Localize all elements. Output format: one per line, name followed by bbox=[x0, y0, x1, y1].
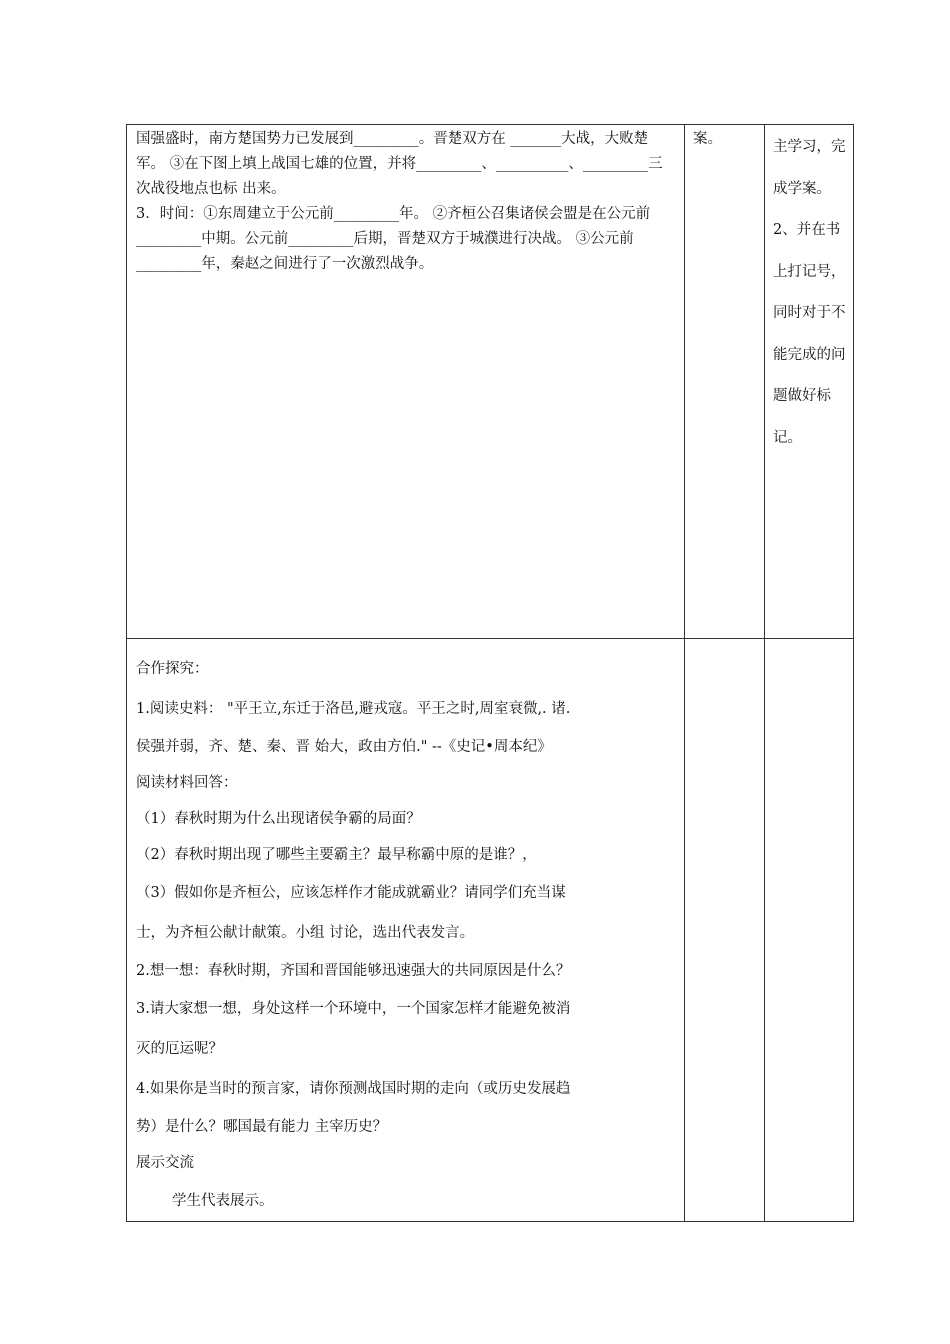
sub-question-1: （1）春秋时期为什么出现诸侯争霸的局面？ bbox=[136, 811, 421, 827]
activity-text: 案。 bbox=[693, 131, 722, 147]
sub-question-2: （2）春秋时期出现了哪些主要霸主？最早称霸中原的是谁？， bbox=[136, 847, 537, 863]
question-3-line-1: 3.请大家想一想，身处这样一个环境中，一个国家怎样才能避免被消 bbox=[136, 1001, 571, 1017]
question-3-line-2: 灭的厄运呢？ bbox=[136, 1041, 223, 1057]
notes-cell bbox=[765, 125, 854, 639]
section-heading: 合作探究： bbox=[136, 661, 209, 677]
show-heading: 展示交流 bbox=[136, 1155, 194, 1171]
question-4-line-2: 势）是什么？哪国最有能力 主宰历史？ bbox=[136, 1119, 388, 1135]
notes-cell bbox=[765, 639, 854, 1222]
question-1-line-1: 1.阅读史料： "平王立,东迁于洛邑,避戎寇。平王之时,周室衰微,. 诸. bbox=[136, 701, 571, 717]
lesson-plan-table bbox=[126, 124, 854, 1222]
paragraph-fill-blanks-1: 国强盛时，南方楚国势力已发展到_________。晋楚双方在 _______大战，大败楚军。 ③在下图上填上战国七雄的位置，并将_________、__________、_________三次战役地点也标 出来。 bbox=[136, 131, 663, 197]
activity-cell bbox=[685, 125, 765, 639]
activity-cell bbox=[685, 639, 765, 1222]
question-2: 2.想一想：春秋时期，齐国和晋国能够迅速强大的共同原因是什么？ bbox=[136, 963, 571, 979]
show-detail: 学生代表展示。 bbox=[172, 1193, 274, 1209]
notes-text: 主学习，完成学案。2、并在书上打记号，同时对于不能完成的问题做好标记。 bbox=[773, 139, 846, 446]
question-4-line-1: 4.如果你是当时的预言家，请你预测战国时期的走向（或历史发展趋 bbox=[136, 1081, 571, 1097]
paragraph-fill-blanks-2: 3．时间：①东周建立于公元前_________年。 ②齐桓公召集诸侯会盟是在公元前_________中期。公元前_________后期，晋楚双方于城濮进行决战。 ③公元前_________年，秦赵之间进行了一次激烈战争。 bbox=[136, 206, 651, 272]
table-row bbox=[127, 125, 854, 639]
question-1-line-3: 阅读材料回答： bbox=[136, 775, 238, 791]
table-row bbox=[127, 639, 854, 1222]
question-1-line-2: 侯强并弱，齐、楚、秦、晋 始大，政由方伯." --《史记•周本纪》 bbox=[136, 739, 552, 755]
sub-question-3-line-2: 士，为齐桓公献计献策。小组 讨论，选出代表发言。 bbox=[136, 925, 475, 941]
content-cell bbox=[127, 125, 685, 639]
sub-question-3-line-1: （3）假如你是齐桓公，应该怎样作才能成就霸业？请同学们充当谋 bbox=[136, 885, 566, 901]
content-cell bbox=[127, 639, 685, 1222]
